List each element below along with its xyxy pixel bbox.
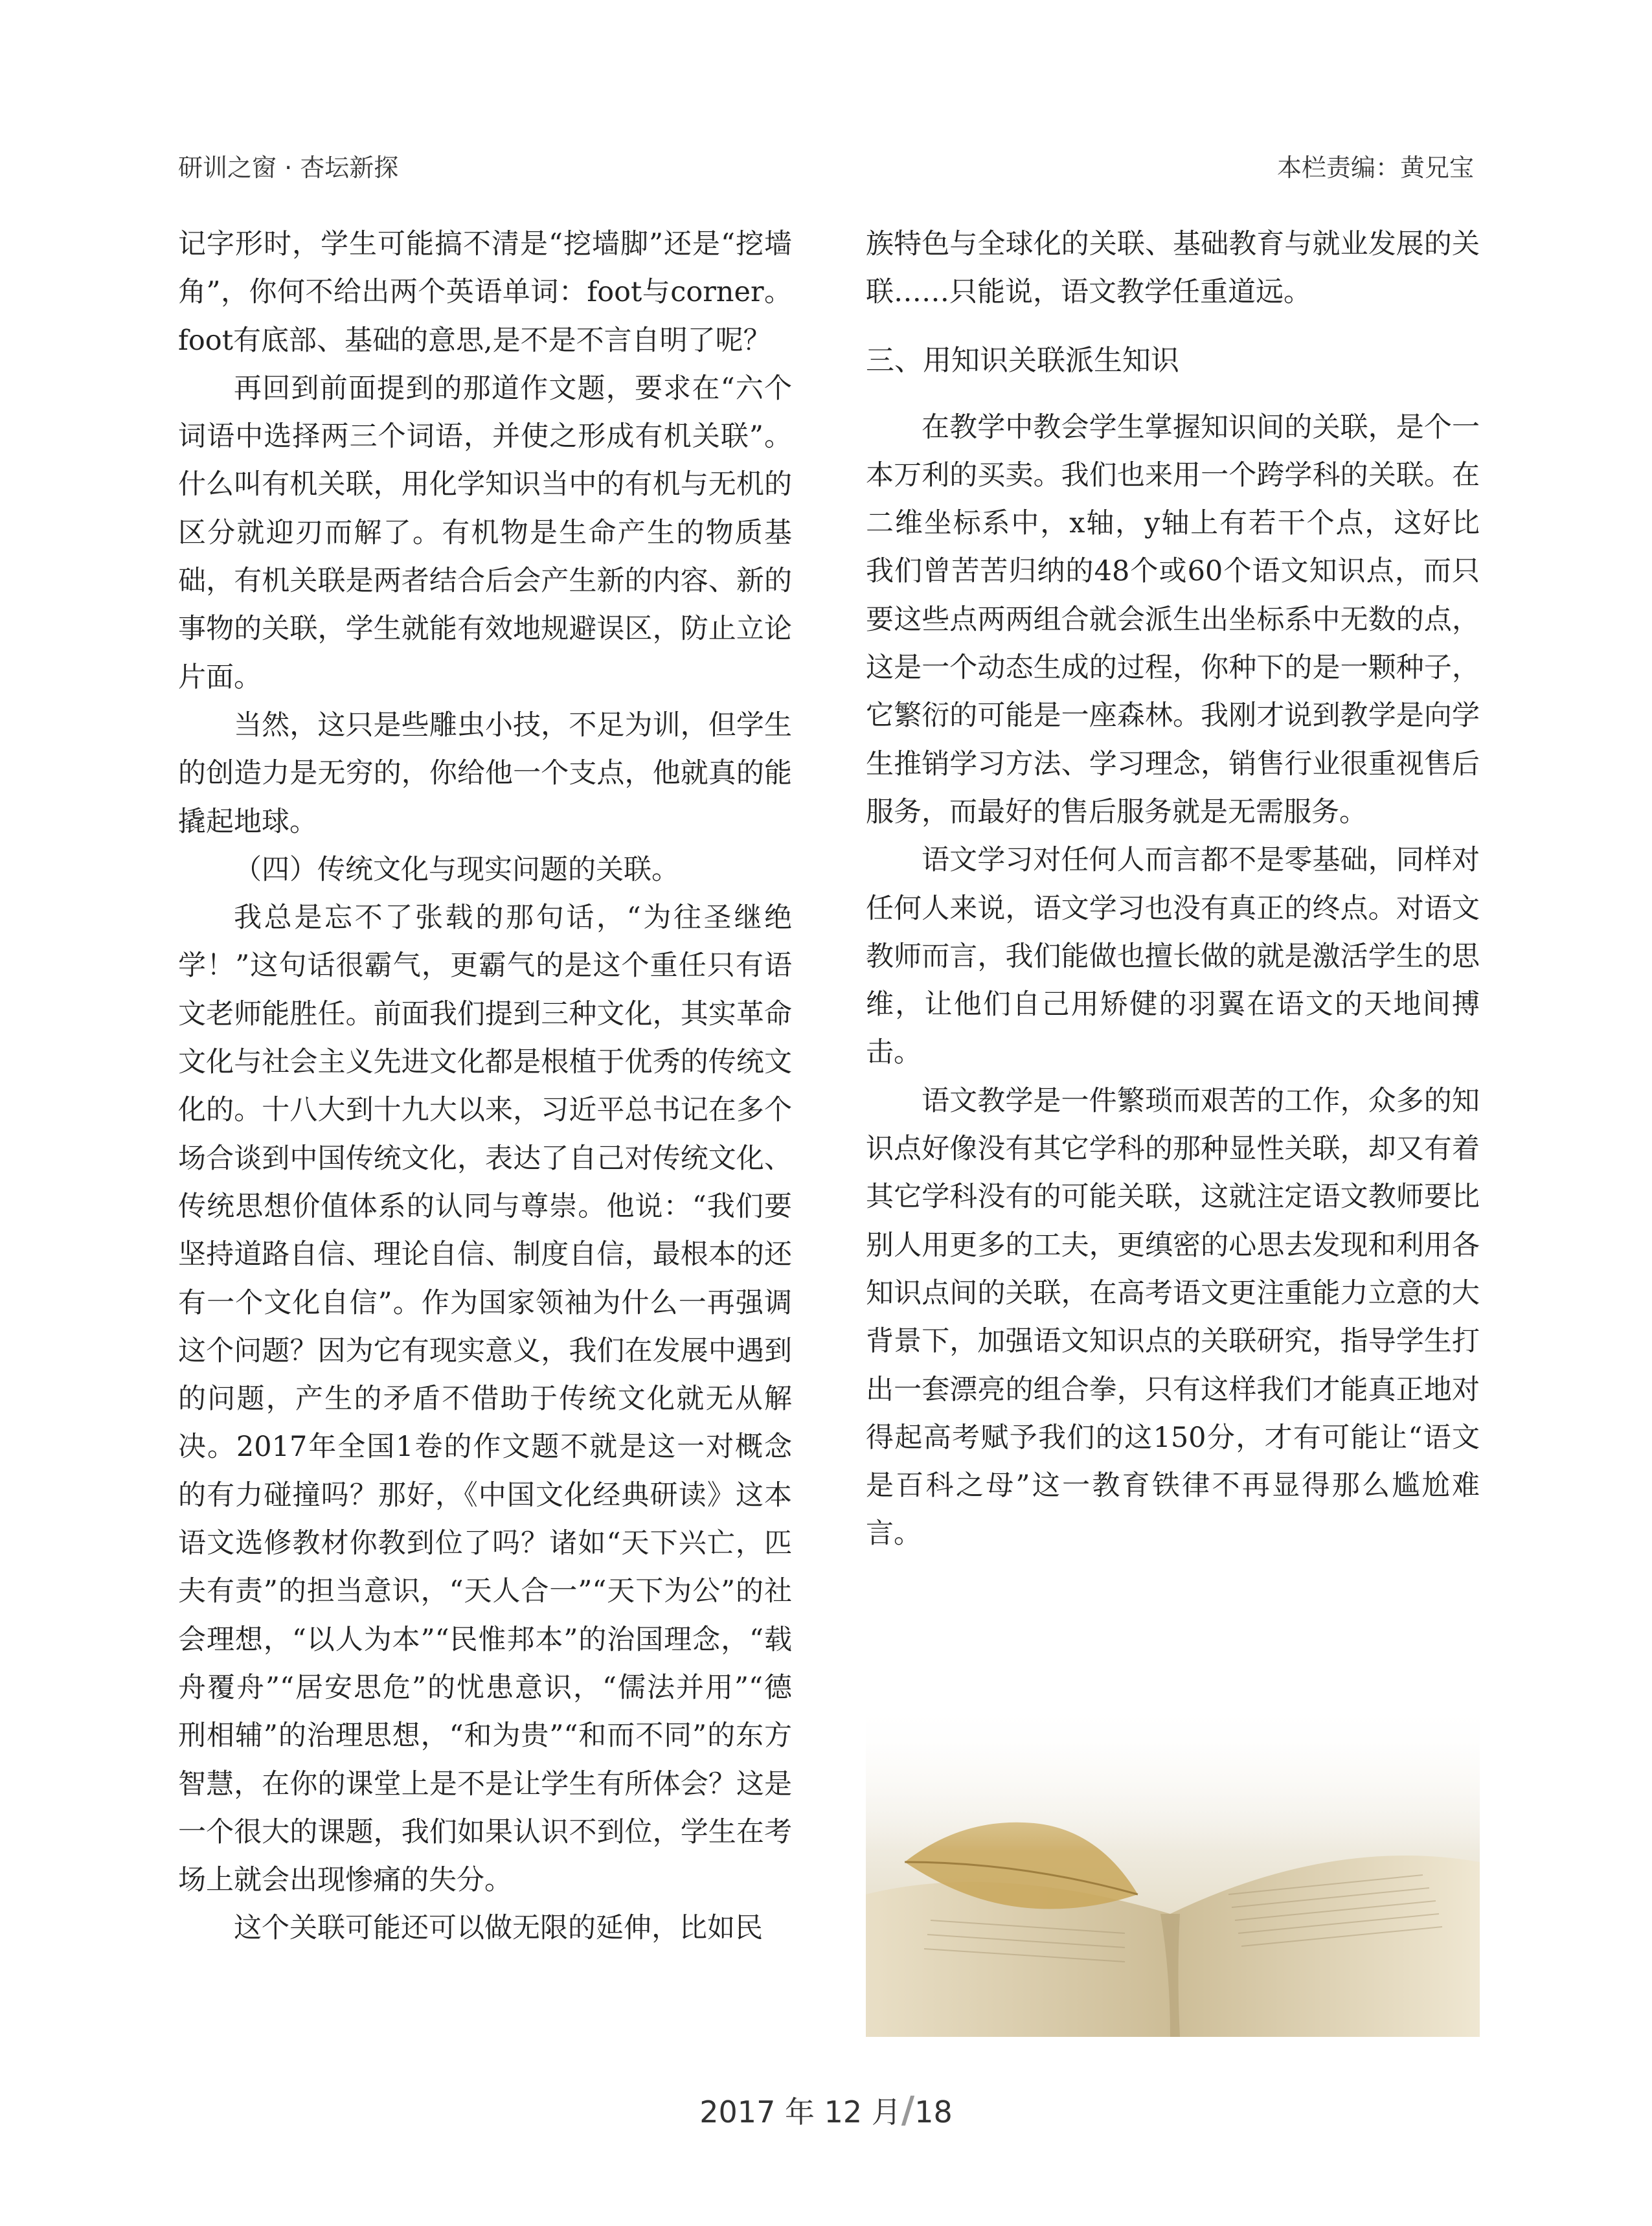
open-book-photo <box>866 1700 1480 2037</box>
page-header <box>178 148 1474 187</box>
paragraph: 记字形时，学生可能搞不清是“挖墙脚”还是“挖墙角”，你何不给出两个英语单词：foot与corner。foot有底部、基础的意思,是不是不言自明了呢？ <box>178 228 792 357</box>
paragraph: 我总是忘不了张载的那句话，“为往圣继绝学！”这句话很霸气，更霸气的是这个重任只有语文老师能胜任。前面我们提到三种文化，其实革命文化与社会主义先进文化都是根植于优秀的传统文化的。十八大到十九大以来，习近平总书记在多个场合谈到中国传统文化，表达了自己对传统文化、传统思想价值体系的认同与尊崇。他说：“我们要坚持道路自信、理论自信、制度自信，最根本的还有一个文化自信”。作为国家领袖为什么一再强调这个问题？因为它有现实意义，我们在发展中遇到的问题，产生的矛盾不借助于传统文化就无从解决。2017年全国1卷的作文题不就是这一对概念的有力碰撞吗？那好，《中国文化经典研读》这本语文选修教材你教到位了吗？诸如“天下兴亡，匹夫有责”的担当意识，“天人合一”“天下为公”的社会理想，“以人为本”“民惟邦本”的治国理念，“载舟覆舟”“居安思危”的忧患意识，“儒法并用”“德刑相辅”的治理思想，“和为贵”“和而不同”的东方智慧，在你的课堂上是不是让学生有所体会？这是一个很大的课题，我们如果认识不到位，学生在考场上就会出现惨痛的失分。 <box>178 902 792 1897</box>
page-footer <box>0 2089 1652 2131</box>
paragraph: 再回到前面提到的那道作文题，要求在“六个词语中选择两三个词语，并使之形成有机关联”。什么叫有机关联，用化学知识当中的有机与无机的区分就迎刃而解了。有机物是生命产生的物质基础，有机关联是两者结合后会产生新的内容、新的事物的关联，学生就能有效地规避误区，防止立论片面。 <box>178 372 792 694</box>
subsection-heading: （四）传统文化与现实问题的关联。 <box>234 853 679 886</box>
right-column <box>866 220 1480 1558</box>
page-number: 18 <box>914 2095 953 2129</box>
open-book-illustration <box>866 1700 1480 2037</box>
column-title: 研训之窗 · 杏坛新探 <box>178 153 399 182</box>
paragraph: 族特色与全球化的关联、基础教育与就业发展的关联……只能说，语文教学任重道远。 <box>866 228 1480 309</box>
column-editor: 本栏责编：黄兄宝 <box>1276 153 1474 182</box>
issue-date: 2017 年 12 月 <box>699 2095 901 2129</box>
left-column <box>178 220 792 1953</box>
section-heading: 三、用知识关联派生知识 <box>866 343 1179 377</box>
paragraph: 当然，这只是些雕虫小技，不足为训，但学生的创造力是无穷的，你给他一个支点，他就真的能撬起地球。 <box>178 709 792 838</box>
footer-slash: / <box>901 2089 915 2131</box>
paragraph: 语文教学是一件繁琐而艰苦的工作，众多的知识点好像没有其它学科的那种显性关联，却又有着其它学科没有的可能关联，这就注定语文教师要比别人用更多的工夫，更缜密的心思去发现和利用各知识点间的关联，在高考语文更注重能力立意的大背景下，加强语文知识点的关联研究，指导学生打出一套漂亮的组合拳，只有这样我们才能真正地对得起高考赋予我们的这150分，才有可能让“语文是百科之母”这一教育铁律不再显得那么尴尬难言。 <box>866 1084 1480 1550</box>
paragraph: 这个关联可能还可以做无限的延伸，比如民 <box>234 1912 763 1945</box>
paragraph: 语文学习对任何人而言都不是零基础，同样对任何人来说，语文学习也没有真正的终点。对语文教师而言，我们能做也擅长做的就是激活学生的思维，让他们自己用矫健的羽翼在语文的天地间搏击。 <box>866 844 1480 1069</box>
paragraph: 在教学中教会学生掌握知识间的关联，是个一本万利的买卖。我们也来用一个跨学科的关联。在二维坐标系中，x轴，y轴上有若干个点，这好比我们曾苦苦归纳的48个或60个语文知识点，而只要这些点两两组合就会派生出坐标系中无数的点，这是一个动态生成的过程，你种下的是一颗种子，它繁衍的可能是一座森林。我刚才说到教学是向学生推销学习方法、学习理念，销售行业很重视售后服务，而最好的售后服务就是无需服务。 <box>866 411 1480 828</box>
